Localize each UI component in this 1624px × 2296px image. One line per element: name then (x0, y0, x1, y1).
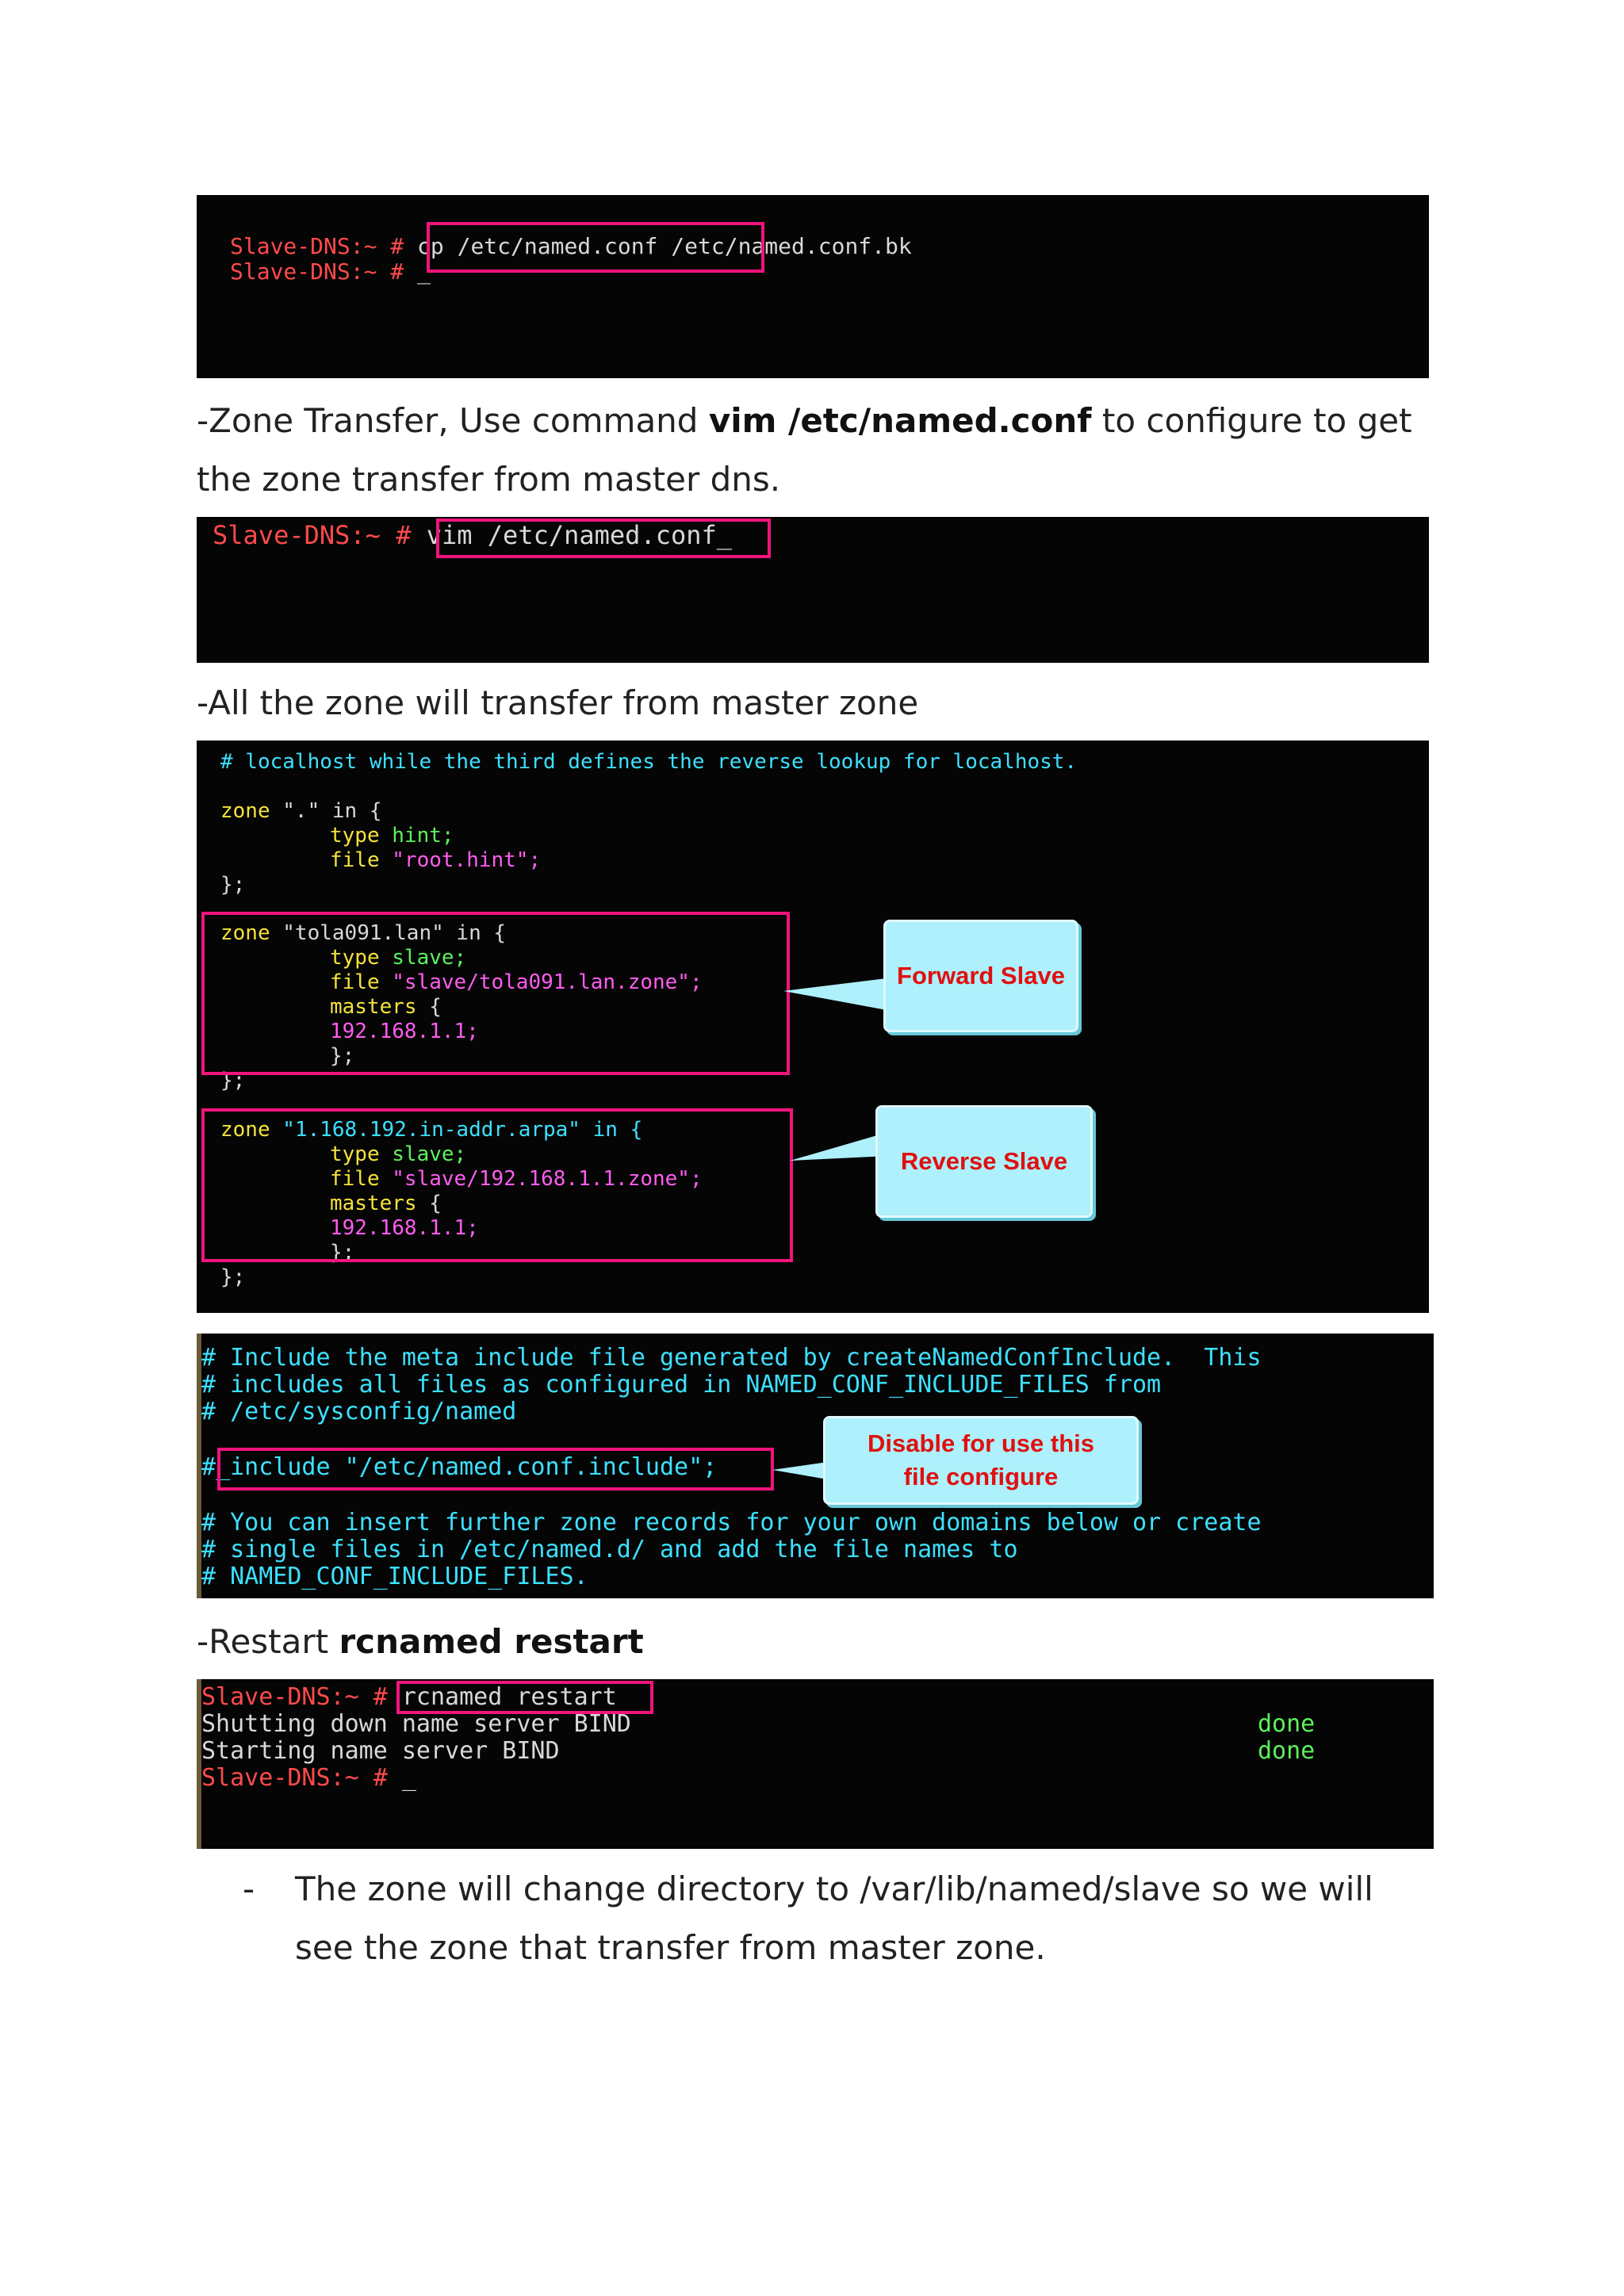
include-statement: _include "/etc/named.conf.include"; (216, 1453, 718, 1481)
config-value: "." in { (270, 799, 382, 823)
config-keyword: type (330, 824, 380, 848)
paragraph-zone-transfer (197, 392, 1412, 450)
shell-command: cp /etc/named.conf /etc/named.conf.bk (404, 233, 912, 259)
para-text: to configure to get (1091, 401, 1412, 440)
config-comment: # NAMED_CONF_INCLUDE_FILES. (201, 1563, 588, 1590)
config-value: "root.hint"; (379, 848, 542, 872)
config-keyword: masters (330, 1192, 417, 1215)
config-ip: 192.168.1.1; (330, 1020, 479, 1043)
para-text: -Zone Transfer, Use command (197, 401, 709, 440)
terminal-screenshot-rcnamed-restart (197, 1679, 1434, 1849)
callout-pointer-reverse (790, 1132, 888, 1161)
config-keyword: zone (220, 1118, 270, 1142)
config-comment: # localhost while the third defines the reverse lookup for localhost. (220, 750, 1078, 774)
callout-line: Disable for use this (868, 1429, 1094, 1457)
config-keyword: zone (220, 921, 270, 945)
para-text: see the zone that transfer from master zone. (295, 1928, 1046, 1967)
config-keyword: file (330, 848, 380, 872)
config-keyword: zone (220, 799, 270, 823)
status-done: done (1258, 1710, 1316, 1738)
config-line: }; (330, 1241, 355, 1265)
shell-cursor: _ (387, 1764, 416, 1792)
paragraph-zone-directory (295, 1860, 1373, 1919)
shell-prompt: Slave-DNS:~ # (230, 233, 404, 259)
config-line: }; (330, 1044, 355, 1068)
config-value: { (416, 1192, 442, 1215)
config-comment: # /etc/sysconfig/named (201, 1398, 517, 1425)
paragraph-zone-directory-line2 (295, 1919, 1046, 1977)
terminal-screenshot-named-conf-zones (197, 740, 1429, 1313)
config-line: }; (220, 873, 246, 897)
config-keyword: file (330, 1167, 380, 1191)
callout-pointers (197, 740, 1429, 1313)
terminal-line (230, 258, 431, 285)
config-comment: # You can insert further zone records for your own domains below or create (201, 1509, 1262, 1536)
shell-command: rcnamed restart (387, 1683, 617, 1711)
config-ip: 192.168.1.1; (330, 1216, 479, 1240)
callout-pointer-forward (783, 978, 887, 1010)
comment-hash: # (201, 1453, 216, 1481)
callout-pointers (201, 1334, 1434, 1598)
config-keyword: file (330, 970, 380, 994)
config-keyword: type (330, 946, 380, 970)
config-value: "1.168.192.in-addr.arpa" in { (270, 1118, 643, 1142)
config-value: "slave/tola091.lan.zone"; (379, 970, 703, 994)
shell-prompt: Slave-DNS:~ # (230, 258, 404, 285)
bullet-dash: - (243, 1869, 255, 1908)
config-comment: # single files in /etc/named.d/ and add the file names to (201, 1536, 1018, 1563)
shell-prompt: Slave-DNS:~ # (201, 1683, 388, 1711)
config-value: "tola091.lan" in { (270, 921, 507, 945)
config-line: }; (220, 1265, 246, 1289)
command-highlight-box (396, 1681, 653, 1714)
config-comment: # Include the meta include file generated by createNamedConfInclude. This (201, 1344, 1262, 1372)
shell-prompt: Slave-DNS:~ # (213, 520, 412, 550)
shell-cursor: _ (404, 258, 431, 285)
para-text: The zone will change directory to /var/lib/named/slave so we will (295, 1869, 1373, 1908)
status-done: done (1258, 1737, 1316, 1765)
terminal-output: Shutting down name server BIND (201, 1710, 631, 1738)
para-bold-command: rcnamed restart (339, 1622, 644, 1661)
config-value: hint; (379, 824, 454, 848)
terminal-output: Starting name server BIND (201, 1737, 560, 1765)
config-keyword: masters (330, 995, 417, 1019)
terminal-line (201, 1765, 416, 1792)
terminal-screenshot-include-config (197, 1334, 1434, 1598)
config-value: slave; (379, 1142, 467, 1166)
para-text: -Restart (197, 1622, 339, 1661)
paragraph-all-zone (197, 674, 918, 733)
shell-command: vim /etc/named.conf_ (411, 520, 733, 550)
callout-disable-include (823, 1416, 1139, 1505)
config-value: { (416, 995, 442, 1019)
paragraph-restart (197, 1613, 644, 1671)
config-value: "slave/192.168.1.1.zone"; (379, 1167, 703, 1191)
config-comment: # includes all files as configured in NAMED_CONF_INCLUDE_FILES from (201, 1371, 1162, 1399)
config-keyword: type (330, 1142, 380, 1166)
para-text: the zone transfer from master dns. (197, 460, 781, 499)
callout-forward-slave: Forward Slave (883, 920, 1078, 1032)
para-bold-command: vim /etc/named.conf (708, 401, 1092, 440)
shell-prompt: Slave-DNS:~ # (201, 1764, 388, 1792)
command-highlight-box (436, 519, 771, 558)
config-value: slave; (379, 946, 467, 970)
command-highlight-box (427, 222, 764, 273)
callout-reverse-slave: Reverse Slave (875, 1105, 1093, 1218)
terminal-screenshot-vim (197, 517, 1429, 663)
callout-line: file configure (903, 1463, 1059, 1490)
config-line: }; (220, 1069, 246, 1093)
callout-pointer-disable (772, 1462, 828, 1479)
terminal-screenshot-copy-conf (197, 195, 1429, 378)
paragraph-zone-transfer-line2 (197, 450, 780, 509)
para-text: -All the zone will transfer from master zone (197, 683, 919, 722)
